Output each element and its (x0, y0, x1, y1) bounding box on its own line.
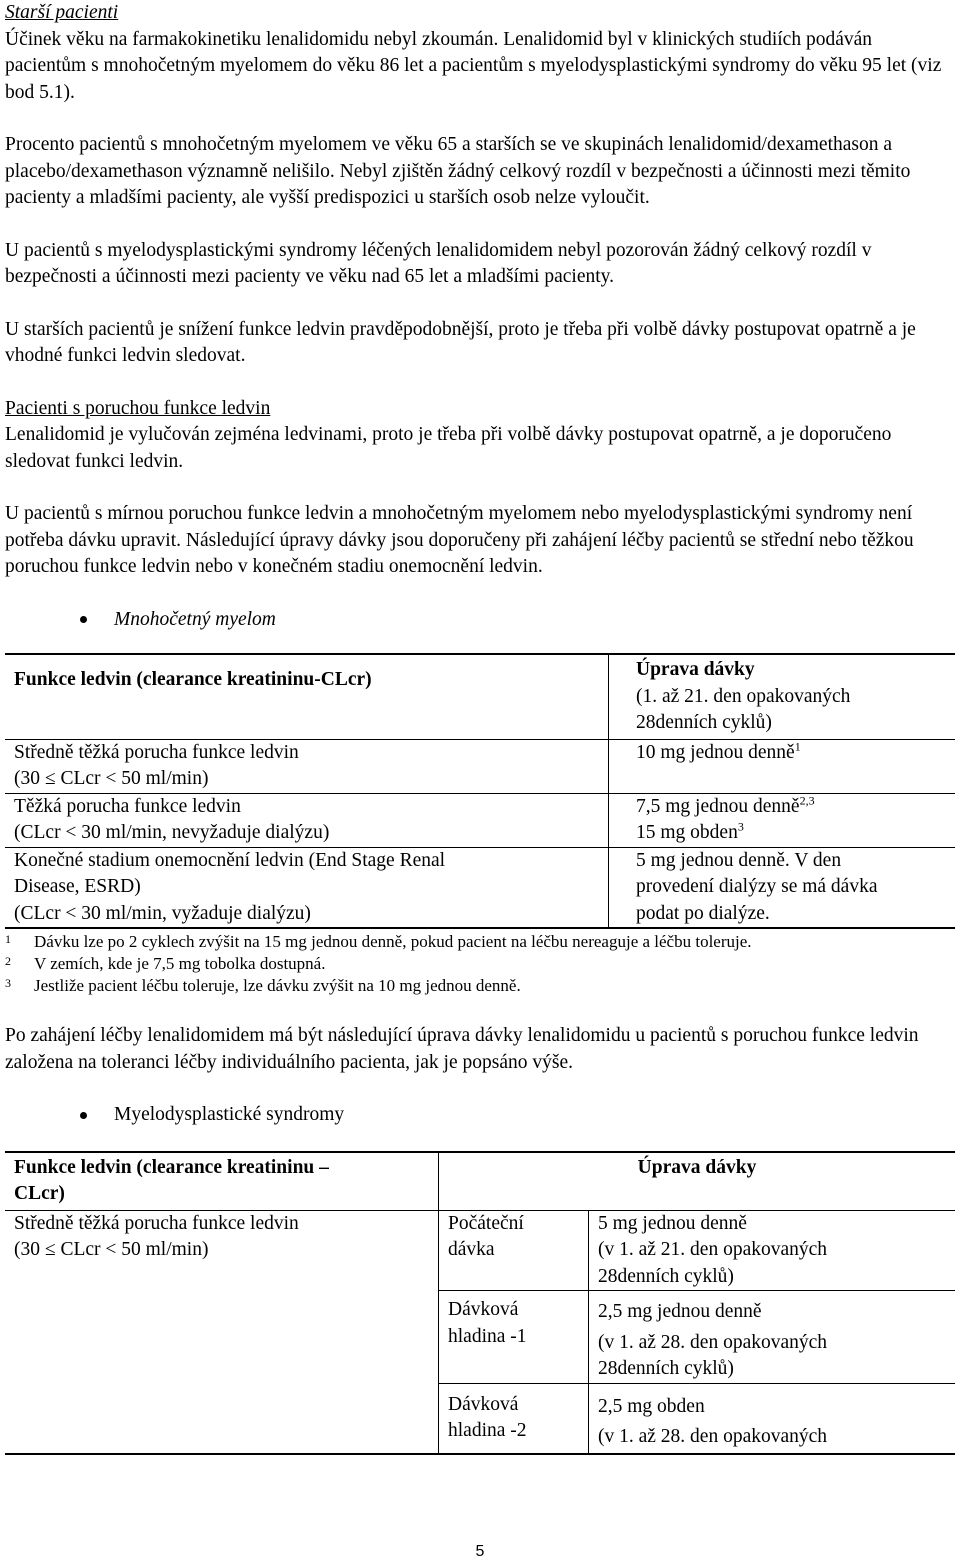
page-number: 5 (475, 1543, 485, 1560)
table-row (5, 1152, 955, 1211)
mds-step2-right-1: 2,5 mg jednou denně (598, 1301, 762, 1322)
mm-r3-left-3: (CLcr < 30 ml/min, vyžaduje dialýzu) (14, 902, 311, 924)
mds-step3-right-1: 2,5 mg obden (598, 1395, 705, 1417)
mds-head-right: Úprava dávky (637, 1156, 757, 1178)
table-row (5, 739, 955, 793)
mm-head-right-sub-1: (1. až 21. den opakovaných (636, 685, 851, 707)
mds-head-left-1: Funkce ledvin (clearance kreatininu – (14, 1156, 329, 1178)
footnote-1: 1 Dávku lze po 2 cyklech zvýšit na 15 mg jednou denně, pokud pacient na léčbu nereaguje a léčbu toleruje. (5, 932, 752, 951)
footnote-3: 3 Jestliže pacient léčbu toleruje, lze dávku zvýšit na 10 mg jednou denně. (5, 976, 521, 995)
mds-step1-left-1: Počáteční (448, 1212, 524, 1234)
footnote-ref: 3 (737, 819, 744, 834)
mds-row-left-1: Středně těžká porucha funkce ledvin (14, 1212, 299, 1234)
mds-row-left-2: (30 ≤ CLcr < 50 ml/min) (14, 1239, 209, 1260)
mds-step3-left-1: Dávková (448, 1393, 519, 1415)
mm-r2-right-2: 15 mg obden (636, 822, 738, 843)
table-row (5, 793, 955, 847)
elderly-heading: Starší pacienti (5, 2, 119, 23)
table-row (5, 654, 955, 739)
mds-step3-left-2: hladina -2 (448, 1420, 527, 1441)
mm-head-right: Úprava dávky (636, 659, 755, 680)
mds-step2-right-3: 28denních cyklů) (598, 1358, 734, 1379)
mds-head-left-2: CLcr) (14, 1183, 65, 1204)
mm-after-paragraph: Po zahájení léčby lenalidomidem má být následující úprava dávky lenalidomidu u pacientů s poruchou funkce ledvin založena na toleranci léčby individuálního pacienta, jak je popsáno výše. (5, 1025, 919, 1073)
mm-r2-right-1: 7,5 mg jednou denně (636, 795, 800, 817)
bullet-icon (80, 616, 87, 623)
bullet-icon (80, 1112, 87, 1119)
mm-r3-right-3: podat po dialýze. (636, 902, 770, 924)
mds-bullet-label: Myelodysplastické syndromy (114, 1104, 345, 1125)
renal-paragraph-1: Lenalidomid je vylučován zejména ledvinami, proto je třeba při volbě dávky postupovat opatrně, a je doporučeno sledovat funkci ledvin. (5, 424, 892, 472)
footnote-ref: 2,3 (799, 793, 815, 807)
mds-dose-table (5, 1151, 955, 1455)
mds-step1-right-1: 5 mg jednou denně (598, 1212, 747, 1234)
elderly-paragraph-3: U pacientů s myelodysplastickými syndromy léčených lenalidomidem nebyl pozorován žádný celkový rozdíl v bezpečnosti a účinnosti mezi pacienty ve věku nad 65 let a mladšími pacienty. (5, 239, 872, 287)
renal-paragraph-2: U pacientů s mírnou poruchou funkce ledvin a mnohočetným myelomem nebo myelodysplastickými syndromy není potřeba dávku upravit. Následující úpravy dávky jsou doporučeny při zahájení léčby pacientů se střední nebo těžkou poruchou funkce ledvin nebo v konečném stadiu onemocnění ledvin. (5, 503, 914, 577)
mm-dose-table (5, 653, 955, 929)
mds-step1-right-3: 28denních cyklů) (598, 1265, 734, 1287)
mm-bullet-label: Mnohočetný myelom (114, 608, 276, 630)
mm-r3-right-1: 5 mg jednou denně. V den (636, 849, 842, 871)
document-page (5, 0, 955, 1455)
mds-step2-left-2: hladina -1 (448, 1325, 527, 1347)
elderly-paragraph-2: Procento pacientů s mnohočetným myelomem ve věku 65 a starších se ve skupinách lenalidomid/dexamethason a placebo/dexamethason významně nelišilo. Nebyl zjištěn žádný celkový rozdíl v bezpečnosti a účinnosti mezi těmito pacienty a mladšími pacienty, ale vyšší predispozici u starších osob nelze vyloučit. (5, 134, 911, 208)
table-row (5, 847, 955, 928)
mds-step2-left-1: Dávková (448, 1299, 519, 1320)
mm-r1-left-2: (30 ≤ CLcr < 50 ml/min) (14, 768, 209, 789)
renal-heading: Pacienti s poruchou funkce ledvin (5, 397, 271, 419)
footnote-ref: 1 (794, 739, 801, 753)
mm-head-right-sub-2: 28denních cyklů) (636, 712, 772, 733)
mds-step3-right-2: (v 1. až 28. den opakovaných (598, 1426, 828, 1447)
mds-step1-left-2: dávka (448, 1239, 495, 1260)
mm-r2-left-2: (CLcr < 30 ml/min, nevyžaduje dialýzu) (14, 822, 330, 843)
mm-r2-left-1: Těžká porucha funkce ledvin (14, 795, 241, 817)
mds-step1-right-2: (v 1. až 21. den opakovaných (598, 1239, 828, 1260)
footnote-2: 2 V zemích, kde je 7,5 mg tobolka dostupná. (5, 954, 326, 973)
elderly-paragraph-1: Účinek věku na farmakokinetiku lenalidomidu nebyl zkoumán. Lenalidomid byl v klinických studiích podáván pacientům s mnohočetným myelomem do věku 86 let a pacientům s myelodysplastickými syndromy do věku 95 let (viz bod 5.1). (5, 28, 942, 103)
mm-r1-left-1: Středně těžká porucha funkce ledvin (14, 741, 299, 763)
mm-r3-left-2: Disease, ESRD) (14, 876, 141, 897)
table-row (5, 1210, 955, 1291)
mm-r1-right: 10 mg jednou denně (636, 741, 795, 763)
mm-bullet-item (80, 607, 955, 634)
mds-bullet-item (80, 1102, 955, 1129)
mm-r3-left-1: Konečné stadium onemocnění ledvin (End Stage Renal (14, 849, 446, 871)
mds-step2-right-2: (v 1. až 28. den opakovaných (598, 1331, 828, 1353)
elderly-paragraph-4: U starších pacientů je snížení funkce ledvin pravděpodobnější, proto je třeba při volbě dávky postupovat opatrně a je vhodné funkci ledvin sledovat. (5, 318, 916, 366)
mm-r3-right-2: provedení dialýzy se má dávka (636, 876, 878, 897)
mm-head-left: Funkce ledvin (clearance kreatininu-CLcr) (14, 669, 372, 690)
